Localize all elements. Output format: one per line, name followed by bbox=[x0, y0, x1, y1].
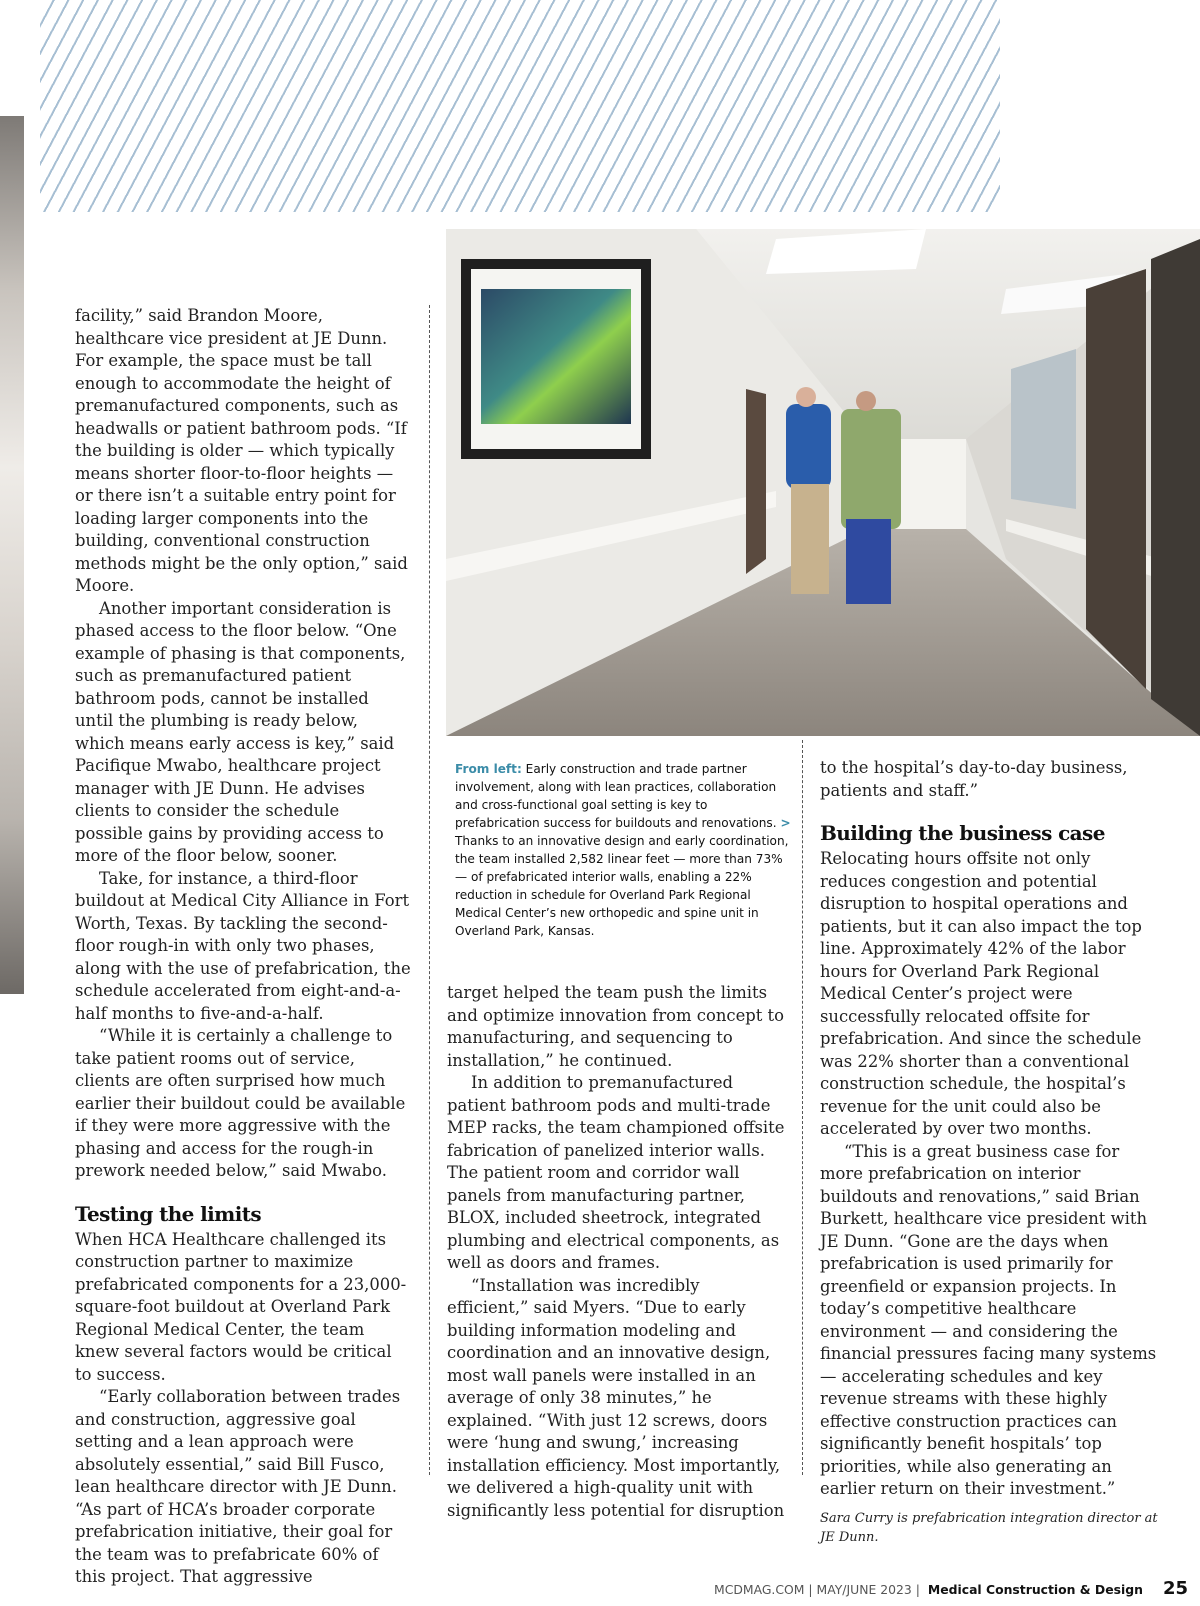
footer-publication: Medical Construction & Design bbox=[927, 1582, 1143, 1597]
caption-lead: From left: bbox=[455, 762, 522, 776]
page-number: 25 bbox=[1162, 1578, 1188, 1599]
article-column-2 bbox=[447, 982, 785, 1522]
paragraph: facility,” said Brandon Moore, healthcare vice president at JE Dunn. For example, the space must be tall enough to accommodate the height of premanufactured components, such as headwalls or patient bathroom pods. “If the building is older — which typically means shorter floor-to-floor heights — or there isn’t a suitable entry point for loading larger components into the building, conventional construction methods might be the only option,” said Moore. bbox=[75, 306, 408, 595]
page-footer bbox=[714, 1578, 1188, 1599]
paragraph: “This is a great business case for more prefabrication on interior buildouts and renovations,” said Brian Burkett, healthcare vice president with JE Dunn. “Gone are the days when prefabrication is used primarily for greenfield or expansion projects. In today’s competitive healthcare environment — and considering the financial pressures facing many systems — accelerating schedules and key revenue streams with these highly effective construction practices can significantly benefit hospitals’ top priorities, while also generating an earlier return on their investment.” bbox=[820, 1141, 1157, 1498]
caption-text-1: Early construction and trade partner involvement, along with lean practices, collaboration and cross-functional goal setting is key to prefabrication success for buildouts and renovations. bbox=[455, 762, 777, 830]
section-heading-testing-the-limits: Testing the limits bbox=[75, 1201, 262, 1226]
paragraph: Take, for instance, a third-floor buildout at Medical City Alliance in Fort Worth, Texas. By tackling the second-floor rough-in with only two phases, along with the use of prefabrication, the schedule accelerated from eight-and-a-half months to five-and-a-half. bbox=[75, 868, 411, 1023]
footer-site-date: MCDMAG.COM | MAY/JUNE 2023 | bbox=[714, 1582, 920, 1597]
paragraph: “Installation was incredibly efficient,” said Myers. “Due to early building information modeling and coordination and an innovative design, most wall panels were installed in an average of only 38 minutes,” he explained. “With just 12 screws, doors were ‘hung and swung,’ increasing installation efficiency. Most importantly, we delivered a high-quality unit with significantly less potential for disruption bbox=[447, 1275, 785, 1520]
caption-arrow-icon: > bbox=[780, 816, 791, 830]
decorative-hatch-pattern bbox=[40, 0, 1000, 212]
paragraph: Relocating hours offsite not only reduces congestion and potential disruption to hospital operations and patients, but it can also impact the top line. Approximately 42% of the labor hours for Overland Park Regional Medical Center’s project were successfully relocated offsite for prefabrication. And since the schedule was 22% shorter than a conventional construction schedule, the hospital’s revenue for the unit could also be accelerated by over two months. bbox=[820, 849, 1142, 1138]
article-column-3 bbox=[820, 757, 1158, 1547]
left-edge-photo bbox=[0, 116, 24, 994]
paragraph: to the hospital’s day-to-day business, patients and staff.” bbox=[820, 758, 1128, 800]
photo-caption bbox=[455, 760, 795, 940]
article-column-1 bbox=[75, 305, 411, 1589]
paragraph: In addition to premanufactured patient bathroom pods and multi-trade MEP racks, the team championed offsite fabrication of panelized interior walls. The patient room and corridor wall panels from manufacturing partner, BLOX, included sheetrock, integrated plumbing and electrical components, as well as doors and frames. bbox=[447, 1073, 785, 1272]
column-rule-right bbox=[802, 740, 803, 1475]
corridor-illustration bbox=[446, 229, 1200, 736]
author-byline: Sara Curry is prefabrication integration director at JE Dunn. bbox=[820, 1510, 1158, 1545]
paragraph: When HCA Healthcare challenged its construction partner to maximize prefabricated components for a 23,000-square-foot buildout at Overland Park Regional Medical Center, the team knew several factors would be critical to success. bbox=[75, 1229, 407, 1384]
column-rule-left bbox=[429, 305, 430, 1475]
caption-text-2: Thanks to an innovative design and early coordination, the team installed 2,582 linear feet — more than 73% — of prefabricated interior walls, enabling a 22% reduction in schedule for Overland Park Regional Medical Center’s new orthopedic and spine unit in Overland Park, Kansas. bbox=[455, 834, 789, 938]
paragraph: “While it is certainly a challenge to take patient rooms out of service, clients are often surprised how much earlier their buildout could be available if they were more aggressive with the phasing and access for the rough-in prework needed below,” said Mwabo. bbox=[75, 1026, 406, 1180]
paragraph: “Early collaboration between trades and construction, aggressive goal setting and a lean approach were absolutely essential,” said Bill Fusco, lean healthcare director with JE Dunn. “As part of HCA’s broader corporate prefabrication initiative, their goal for the team was to prefabricate 60% of this project. That aggressive bbox=[75, 1387, 401, 1586]
paragraph: target helped the team push the limits and optimize innovation from concept to manufacturing, and sequencing to installation,” he continued. bbox=[447, 983, 785, 1070]
paragraph: Another important consideration is phased access to the floor below. “One example of phasing is that components, such as premanufactured patient bathroom pods, cannot be installed until the plumbing is ready below, which means early access is key,” said Pacifique Mwabo, healthcare project manager with JE Dunn. He advises clients to consider the schedule possible gains by providing access to more of the floor below, sooner. bbox=[75, 598, 406, 865]
hospital-corridor-photo bbox=[446, 229, 1200, 736]
section-heading-business-case: Building the business case bbox=[820, 821, 1105, 845]
